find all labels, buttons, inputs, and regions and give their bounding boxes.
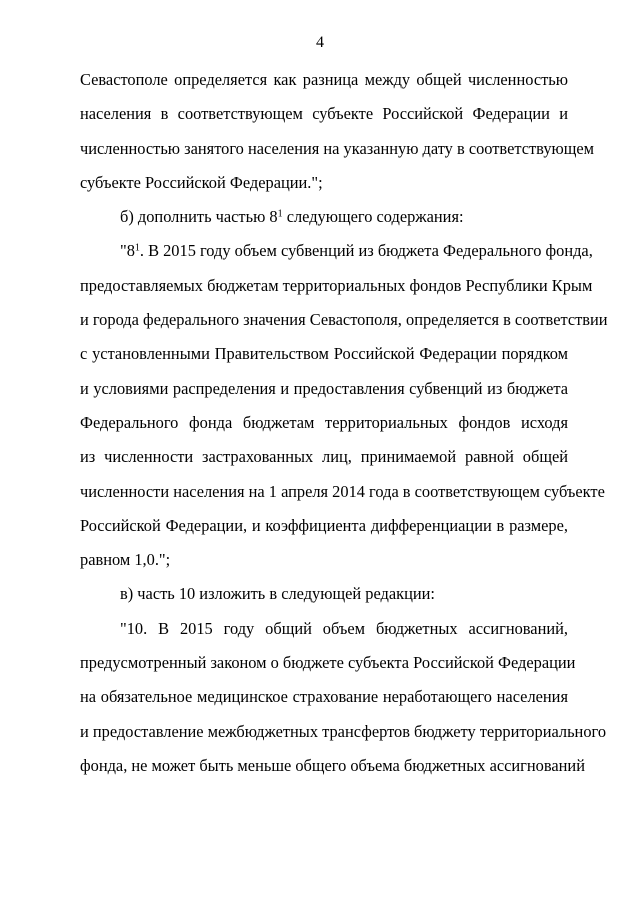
text-fragment: следующего содержания: (282, 207, 464, 227)
superscript: 1 (134, 242, 140, 254)
text-line: из численности застрахованных лиц, принимаемой равной общей (80, 447, 568, 467)
text-line: на обязательное медицинское страхование неработающего населения (80, 687, 568, 707)
text-line: и условиями распределения и предоставления субвенций из бюджета (80, 378, 568, 398)
text-fragment: . В 2015 году объем субвенций из бюджета Федерального фонда, (139, 241, 593, 261)
document-body (80, 63, 608, 783)
superscript: 1 (277, 208, 283, 220)
text-line (80, 200, 568, 234)
page-number: 4 (316, 34, 324, 51)
text-line: "10. В 2015 году общий объем бюджетных ассигнований, (120, 618, 568, 638)
text-fragment: б) дополнить частью 8 (120, 207, 278, 227)
text-line: населения в соответствующем субъекте Российской Федерации и (80, 104, 568, 124)
text-line: с установленными Правительством Российской Федерации порядком (80, 344, 568, 364)
text-line: численностью занятого населения на указанную дату в соответствующем (80, 138, 595, 158)
text-fragment: "8 (120, 241, 135, 261)
text-line (80, 234, 593, 268)
text-line: численности населения на 1 апреля 2014 года в соответствующем субъекте (80, 481, 605, 501)
text-line: Российской Федерации, и коэффициента дифференциации в размере, (80, 515, 568, 535)
text-line: фонда, не может быть меньше общего объема бюджетных ассигнований (80, 755, 585, 775)
text-line: субъекте Российской Федерации."; (80, 172, 323, 192)
text-line: Севастополе определяется как разница между общей численностью (80, 70, 568, 89)
text-line: предусмотренный законом о бюджете субъекта Российской Федерации (80, 653, 576, 673)
text-line: предоставляемых бюджетам территориальных фондов Республики Крым (80, 275, 593, 295)
text-line: в) часть 10 изложить в следующей редакции: (120, 584, 435, 604)
text-line: и предоставление межбюджетных трансфертов бюджету территориального (80, 721, 607, 741)
text-line: Федерального фонда бюджетам территориальных фондов исходя (80, 412, 568, 432)
text-line: и города федерального значения Севастополя, определяется в соответствии (80, 310, 608, 330)
text-line: равном 1,0."; (80, 550, 171, 570)
